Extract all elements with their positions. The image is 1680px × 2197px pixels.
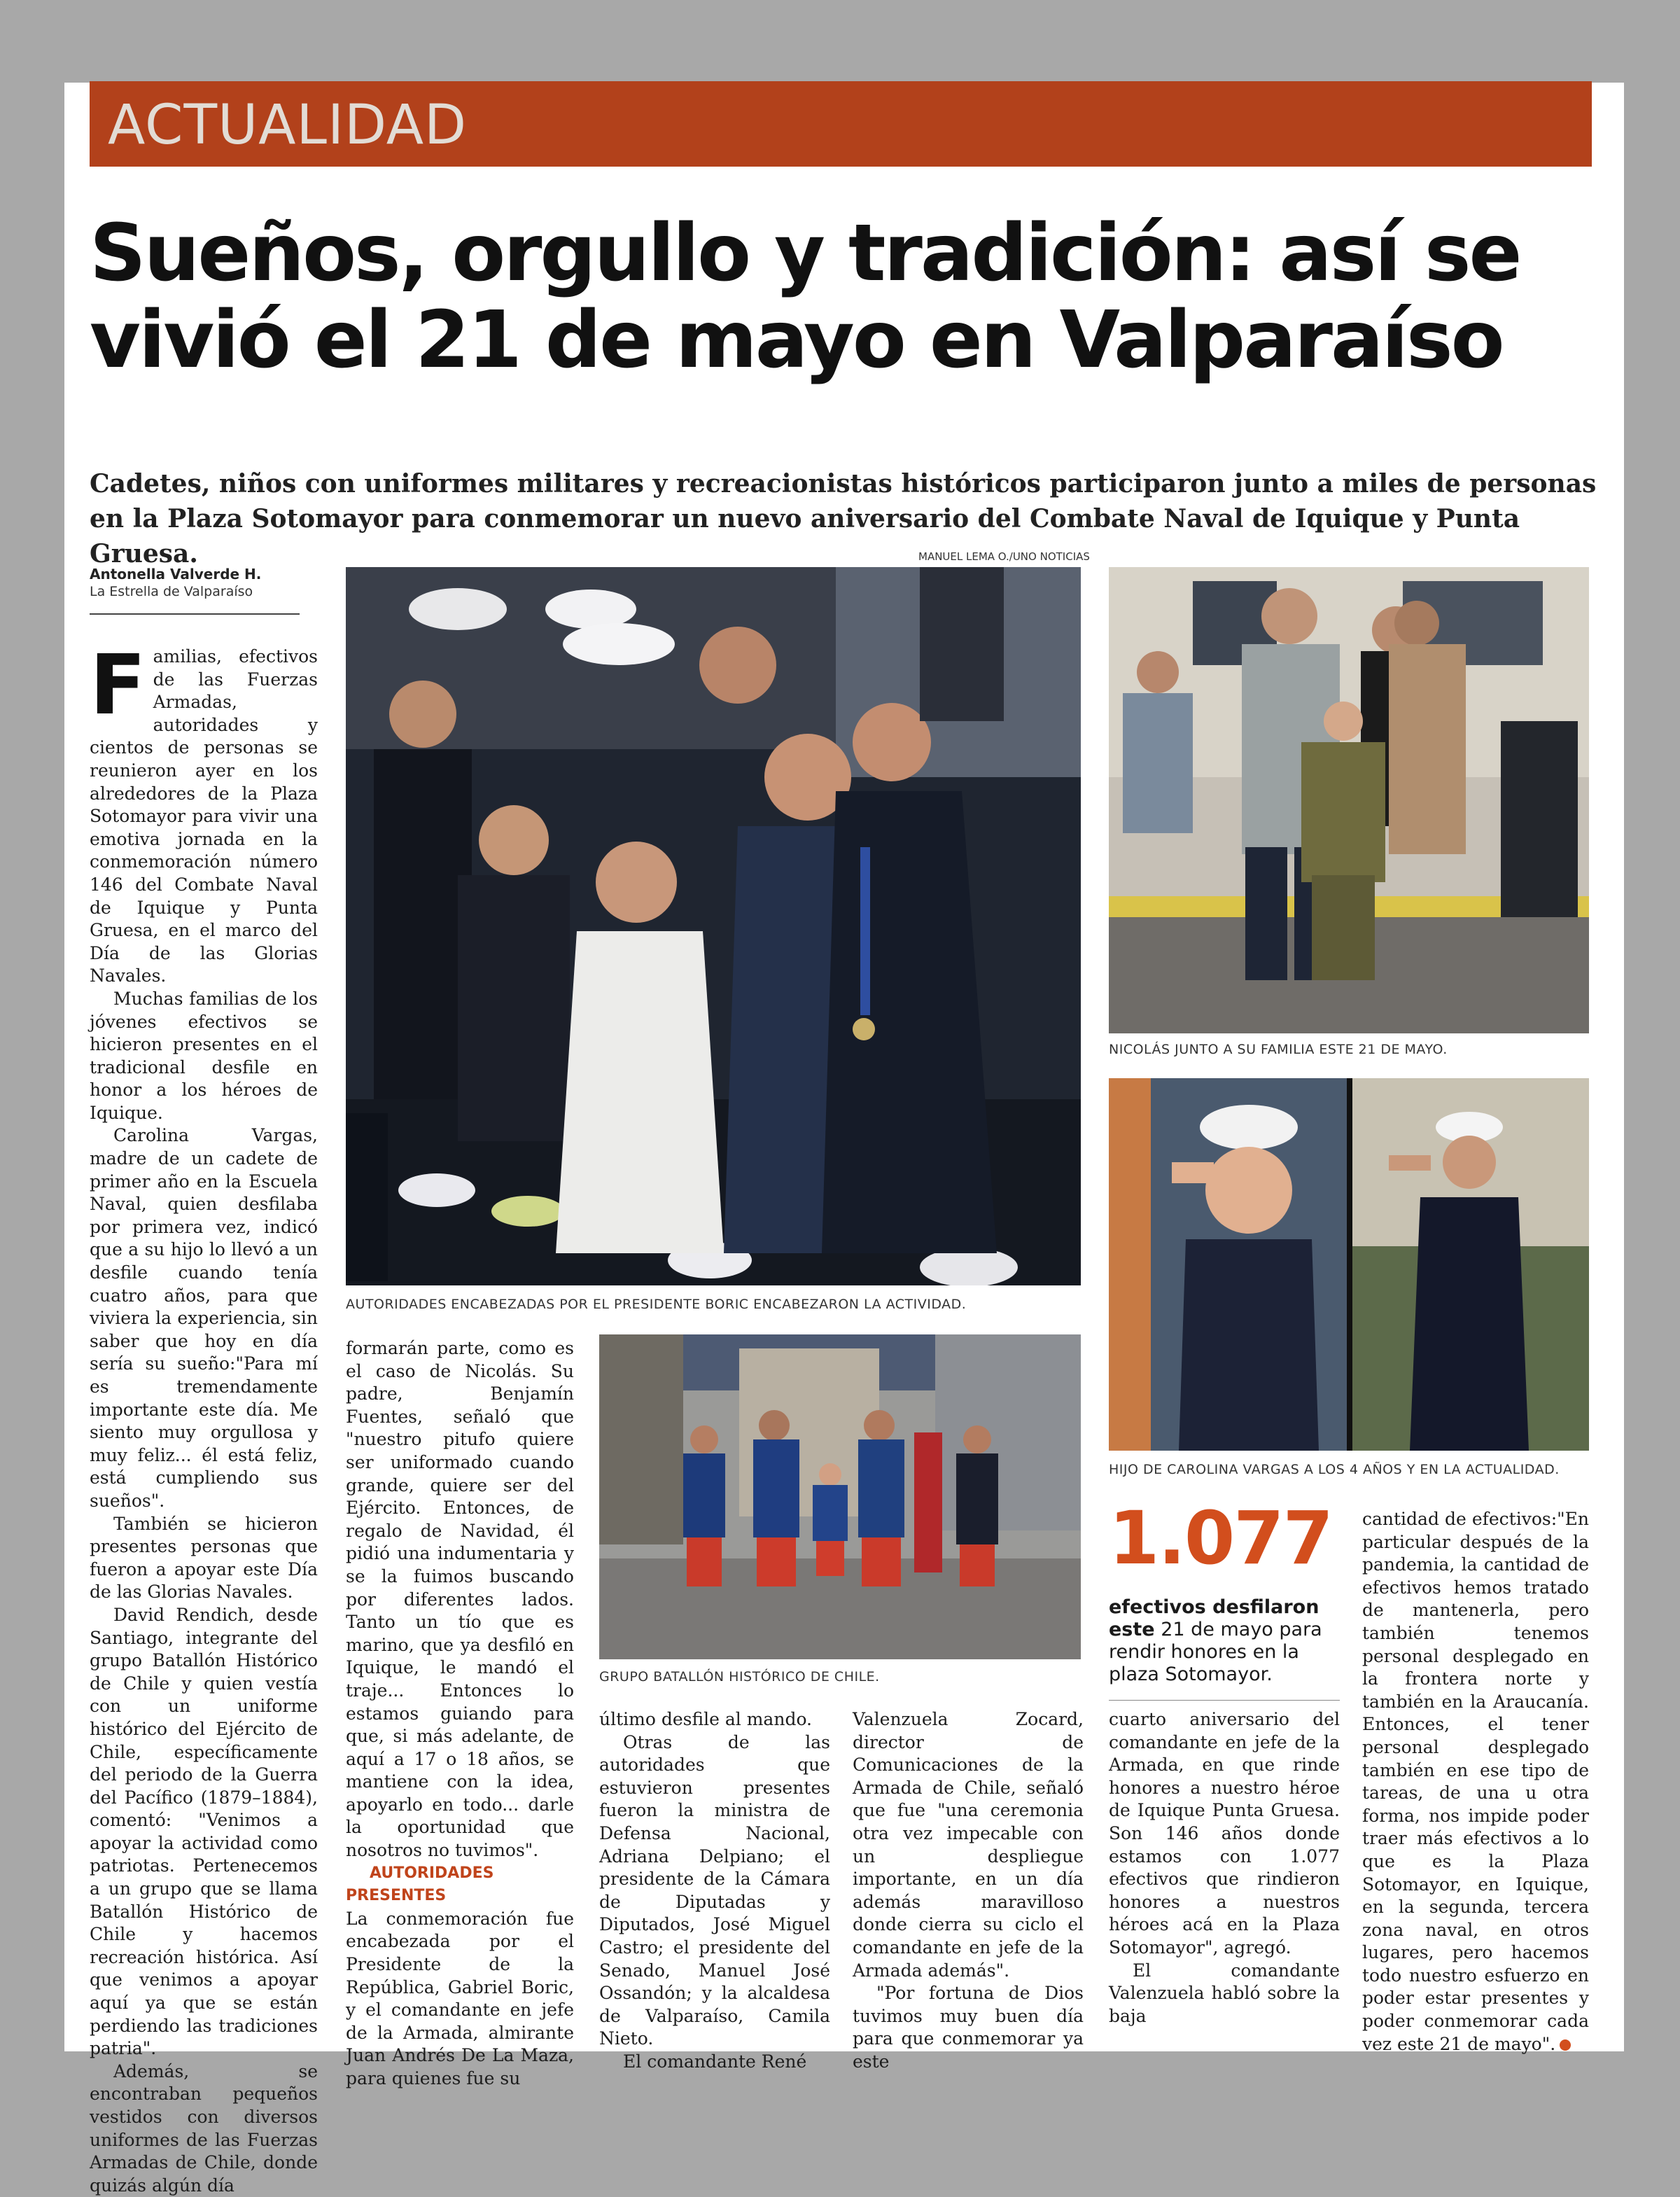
article-column-3: [599, 1708, 830, 2074]
battalion-photo-caption: GRUPO BATALLÓN HISTÓRICO DE CHILE.: [599, 1669, 880, 1685]
byline-rule: [90, 613, 300, 615]
battalion-photo: [599, 1334, 1081, 1659]
paragraph: "Por fortuna de Dios tuvimos muy buen día para que conmemorar ya este: [853, 1983, 1084, 2072]
family-photo: [1109, 567, 1589, 1033]
stat-text-rest: 21 de mayo para rendir honores en la plaza Sotomayor.: [1109, 1619, 1322, 1685]
paragraph: Familias, efectivos de las Fuerzas Armadas, autoridades y cientos de personas se reunieron ayer en los alrededores de la Plaza Sotomayor para vivir una emotiva jornada en la conmemoración número 146 del Combate Naval de Iquique y Punta Gruesa, en el marco del Día de las Glorias Navales.: [90, 636, 318, 986]
byline: [90, 566, 300, 599]
deck-subtitle: Cadetes, niños con uniformes militares y recreacionistas históricos participaron junto a miles de personas en la Plaza Sotomayor para conmemorar un nuevo aniversario del Combate Naval de Iquique y Punta Gruesa.: [90, 469, 1597, 569]
section-label: ACTUALIDAD: [108, 94, 468, 157]
paragraph: último desfile al mando.: [599, 1709, 813, 1729]
paragraph: Además, se encontraban pequeños vestidos con diversos uniformes de las Fuerzas Armadas de Chile, donde quizás algún día: [90, 2060, 318, 2196]
main-photo: [346, 567, 1081, 1285]
paragraph: Carolina Vargas, madre de un cadete de primer año en la Escuela Naval, quien desfilaba por primera vez, indicó que a su hijo lo llevó a un desfile cuando tenía cuatro años, para que viviera la experiencia, sin saber que hoy en día sería su sueño:"Para mí es tremendamente importante este día. Me siento muy orgullosa y muy feliz... él está feliz, está cumpliendo sus sueños".: [90, 1125, 318, 1511]
article-column-5: [1109, 1708, 1340, 2028]
paragraph: La conmemoración fue encabezada por el Presidente de la República, Gabriel Boric, y el comandante en jefe de la Armada, almirante Juan Andrés De La Maza, para quienes fue su: [346, 1908, 574, 2088]
paragraph: También se hicieron presentes personas que fueron a apoyar este Día de las Glorias Navales.: [90, 1513, 318, 1603]
paragraph: formarán parte, como es el caso de Nicolás. Su padre, Benjamín Fuentes, señaló que "nuestro pitufo quiere ser uniformado cuando grande, quiere ser del Ejército. Entonces, de regalo de Navidad, él pidió una indumentaria y se la fuimos buscando por diferentes lados. Tanto un tío que es marino, que ya desfiló en Iquique, le mandó el traje... Entonces lo estamos guiando para que, si más adelante, de aquí a 17 o 18 años, se mantiene con la idea, apoyarlo en todo... darle la oportunidad que nosotros no tuvimos".: [346, 1338, 574, 1861]
stat-text-bold: efectivos desfilaron este: [1109, 1596, 1320, 1640]
article-column-4: [853, 1708, 1084, 2074]
paragraph: Valenzuela Zocard, director de Comunicaciones de la Armada de Chile, señaló que fue "una ceremonia otra vez impecable con un despliegue importante, en un día además maravilloso donde cierra su ciclo el comandante en jefe de la Armada además".: [853, 1709, 1084, 1981]
family-photo-caption: NICOLÁS JUNTO A SU FAMILIA ESTE 21 DE MAYO.: [1109, 1042, 1448, 1057]
paragraph: cuarto aniversario del comandante en jefe de la Armada, en que rinde honores a nuestro héroe de Iquique Punta Gruesa. Son 146 años donde estamos con 1.077 efectivos que rindieron honores a nuestros héroes acá en la Plaza Sotomayor", agregó.: [1109, 1709, 1340, 1958]
son-photo-caption: HIJO DE CAROLINA VARGAS A LOS 4 AÑOS Y EN LA ACTUALIDAD.: [1109, 1462, 1560, 1477]
paragraph: Muchas familias de los jóvenes efectivos se hicieron presentes en el tradicional desfile en honor a los héroes de Iquique.: [90, 988, 318, 1123]
author-name: Antonella Valverde H.: [90, 566, 262, 583]
stat-text: [1109, 1596, 1340, 1686]
stat-rule: [1109, 1700, 1340, 1701]
article-column-2: [346, 1337, 574, 2091]
article-column-6: [1362, 1508, 1589, 2056]
drop-cap: F: [90, 636, 146, 733]
son-photo: [1109, 1078, 1589, 1451]
main-photo-caption: AUTORIDADES ENCABEZADAS POR EL PRESIDENTE BORIC ENCABEZARON LA ACTIVIDAD.: [346, 1297, 967, 1312]
paragraph: El comandante Valenzuela habló sobre la baja: [1109, 1960, 1340, 2026]
paragraph: Otras de las autoridades que estuvieron presentes fueron la ministra de Defensa Nacional, Adriana Delpiano; el presidente de la Cámara de Diputadas y Diputados, José Miguel Castro; el presidente del Senado, Manuel José Ossandón; y la alcaldesa de Valparaíso, Camila Nieto.: [599, 1731, 830, 2049]
paragraph: El comandante René: [623, 2051, 807, 2072]
headline: Sueños, orgullo y tradición: así se vivió el 21 de mayo en Valparaíso: [90, 208, 1520, 386]
photo-credit: MANUEL LEMA O./UNO NOTICIAS: [918, 550, 1090, 563]
subhead-autoridades: AUTORIDADES PRESENTES: [346, 1864, 494, 1905]
paragraph: cantidad de efectivos:"En particular después de la pandemia, la cantidad de efectivos hemos tratado de mantenerla, pero también tenemos personal desplegado en la frontera norte y también en la Araucanía. Entonces, el tener personal desplegado también en ese tipo de tareas, de una u otra forma, nos impide poder traer más efectivos a lo que es la Plaza Sotomayor, en Iquique, en la segunda, tercera zona naval, en otros lugares, pero hacemos todo nuestro esfuerzo en poder estar presentes y poder conmemorar cada vez este 21 de mayo".: [1362, 1509, 1589, 2054]
paragraph: David Rendich, desde Santiago, integrante del grupo Batallón Histórico de Chile y quien vestía con un uniforme histórico del Ejército de Chile, específicamente del periodo de la Guerra del Pacífico (1879–1884), comentó: "Venimos a apoyar la actividad como patriotas. Pertenecemos a un grupo que se llama Batallón Histórico de Chile y hacemos recreación histórica. Así que venimos a apoyar aquí ya que se están perdiendo las tradiciones patria".: [90, 1604, 318, 2059]
article-column-1: [90, 636, 318, 2197]
publication-name: La Estrella de Valparaíso: [90, 584, 253, 599]
end-of-article-icon: [1560, 2039, 1571, 2051]
stat-number: 1.077: [1109, 1495, 1332, 1581]
section-bar: [90, 81, 1592, 167]
